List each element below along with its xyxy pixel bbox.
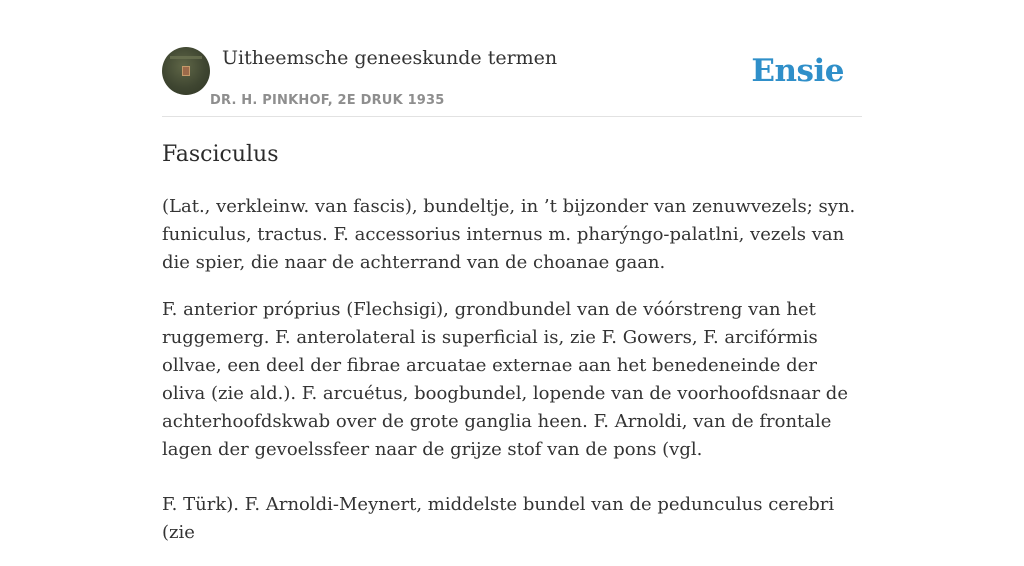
entry-paragraph: F. Türk). F. Arnoldi-Meynert, middelste bundel van de pedunculus cerebri (zie <box>162 494 835 543</box>
entry-paragraph: (Lat., verkleinw. van fascis), bundeltje, in ’t bijzonder van zenuwvezels; syn. funiculus, tractus. F. accessorius internus m. pharýngo-palatlni, vezels van die spier, die naar de achterrand van de choanae gaan. <box>162 196 856 273</box>
entry-body <box>162 193 862 566</box>
entry-paragraph: F. anterior próprius (Flechsigi), grondbundel van de vóórstreng van het ruggemerg. F. anterolateral is superficial is, zie F. Gowers, F. arcifórmis ollvae, een deel der fibrae arcuatae externae aan het benedeneinde der oliva (zie ald.). F. arcuétus, boogbundel, lopende van de voorhoofdsnaar de achterhoofdskwab over de grote ganglia heen. F. Arnoldi, van de frontale lagen der gevoelssfeer naar de grijze stof van de pons (vgl. <box>162 299 848 460</box>
book-title[interactable]: Uitheemsche geneeskunde termen <box>222 47 558 69</box>
cover-band <box>170 56 202 59</box>
book-author: DR. H. PINKHOF, 2E DRUK 1935 <box>210 93 445 108</box>
book-cover-avatar[interactable] <box>162 47 210 95</box>
entry-term-title: Fasciculus <box>162 142 279 167</box>
brand-logo-link[interactable]: Ensie <box>751 53 844 89</box>
cover-emblem <box>182 66 190 76</box>
page-header <box>162 46 862 117</box>
